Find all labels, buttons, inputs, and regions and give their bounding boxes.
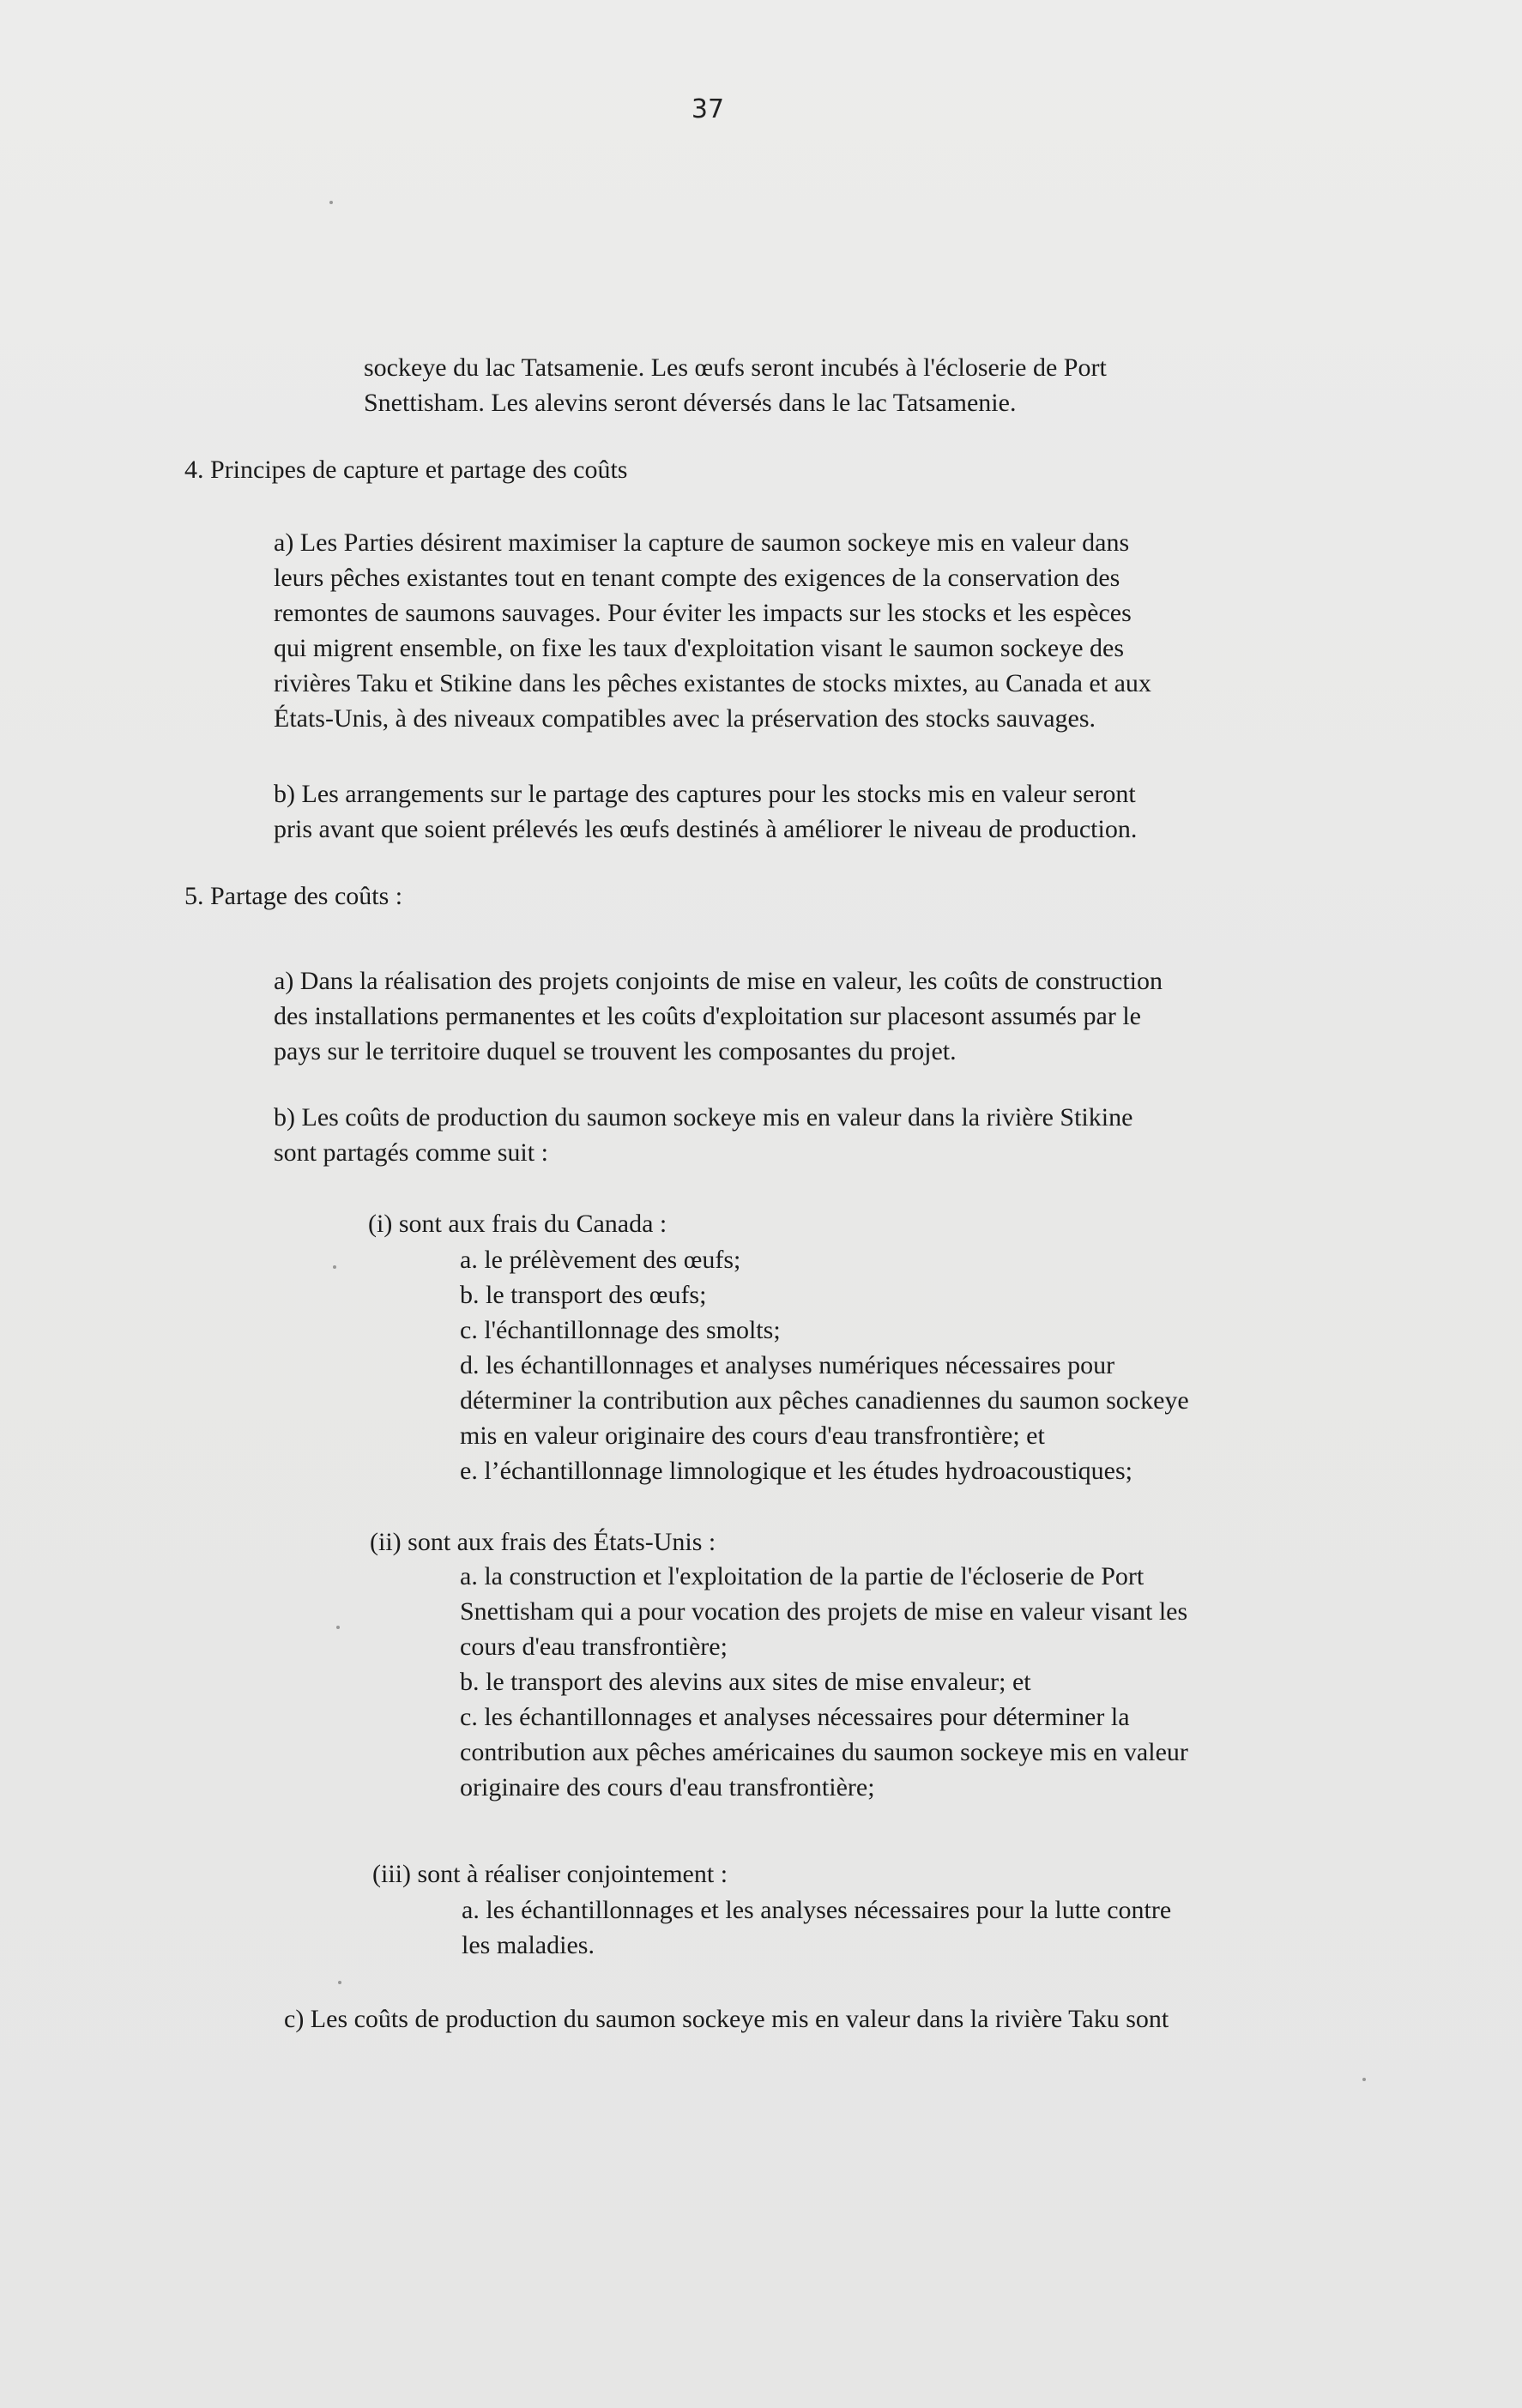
list-item: d. les échantillonnages et analyses numériques nécessaires pour	[460, 1351, 1115, 1379]
list-item: b. le transport des alevins aux sites de mise envaleur; et	[460, 1668, 1031, 1696]
scan-speck	[333, 1265, 336, 1269]
list-item: les maladies.	[462, 1931, 595, 1959]
text-line: sockeye du lac Tatsamenie. Les œufs seront incubés à l'écloserie de Port	[364, 353, 1107, 382]
text-line: c) Les coûts de production du saumon sockeye mis en valeur dans la rivière Taku sont	[284, 2005, 1169, 2033]
text-line: qui migrent ensemble, on fixe les taux d'exploitation visant le saumon sockeye des	[274, 634, 1125, 662]
subsection-heading-text: (ii) sont aux frais des États-Unis :	[370, 1528, 716, 1556]
list-item: cours d'eau transfrontière;	[460, 1632, 728, 1661]
text-line: a) Les Parties désirent maximiser la capture de saumon sockeye mis en valeur dans	[274, 528, 1130, 557]
canada-costs-heading	[368, 1206, 667, 1241]
scan-speck	[329, 201, 333, 204]
section-heading-text: 5. Partage des coûts :	[184, 882, 403, 910]
section-4-paragraph-b	[274, 776, 1137, 847]
section-5-paragraph-c	[284, 2001, 1169, 2037]
list-item: Snettisham qui a pour vocation des projets de mise en valeur visant les	[460, 1597, 1188, 1626]
section-5-paragraph-a	[274, 963, 1163, 1069]
usa-costs-heading	[370, 1524, 716, 1560]
text-line: leurs pêches existantes tout en tenant compte des exigences de la conservation des	[274, 564, 1120, 592]
subsection-heading-text: (iii) sont à réaliser conjointement :	[372, 1860, 728, 1888]
scan-speck	[1362, 2078, 1366, 2081]
section-4-heading	[184, 452, 627, 487]
section-4-paragraph-a	[274, 525, 1151, 736]
text-line: remontes de saumons sauvages. Pour éviter les impacts sur les stocks et les espèces	[274, 599, 1132, 627]
list-item: a. le prélèvement des œufs;	[460, 1246, 741, 1274]
list-item: a. les échantillonnages et les analyses nécessaires pour la lutte contre	[462, 1896, 1172, 1924]
list-item: mis en valeur originaire des cours d'eau transfrontière; et	[460, 1421, 1045, 1450]
list-item: déterminer la contribution aux pêches canadiennes du saumon sockeye	[460, 1386, 1189, 1415]
subsection-heading-text: (i) sont aux frais du Canada :	[368, 1210, 667, 1238]
usa-costs-list	[460, 1559, 1188, 1805]
text-line: b) Les arrangements sur le partage des captures pour les stocks mis en valeur seront	[274, 780, 1136, 808]
scan-speck	[336, 1626, 340, 1629]
text-line: États-Unis, à des niveaux compatibles avec la préservation des stocks sauvages.	[274, 704, 1096, 733]
list-item: c. les échantillonnages et analyses nécessaires pour déterminer la	[460, 1703, 1130, 1731]
canada-costs-list	[460, 1242, 1189, 1488]
list-item: originaire des cours d'eau transfrontière;	[460, 1773, 875, 1801]
text-line: rivières Taku et Stikine dans les pêches existantes de stocks mixtes, au Canada et aux	[274, 669, 1151, 697]
text-line: des installations permanentes et les coûts d'exploitation sur placesont assumés par le	[274, 1002, 1141, 1030]
list-item: a. la construction et l'exploitation de la partie de l'écloserie de Port	[460, 1562, 1145, 1590]
section-5-heading	[184, 878, 402, 914]
text-line: a) Dans la réalisation des projets conjoints de mise en valeur, les coûts de construction	[274, 967, 1163, 995]
joint-costs-list	[462, 1892, 1171, 1963]
list-item: e. l’échantillonnage limnologique et les études hydroacoustiques;	[460, 1457, 1132, 1485]
list-item: b. le transport des œufs;	[460, 1281, 707, 1309]
intro-paragraph	[364, 350, 1107, 420]
text-line: pris avant que soient prélevés les œufs destinés à améliorer le niveau de production.	[274, 815, 1138, 843]
section-5-paragraph-b	[274, 1100, 1132, 1170]
text-line: pays sur le territoire duquel se trouvent les composantes du projet.	[274, 1037, 957, 1065]
list-item: contribution aux pêches américaines du saumon sockeye mis en valeur	[460, 1738, 1188, 1766]
text-line: Snettisham. Les alevins seront déversés dans le lac Tatsamenie.	[364, 389, 1017, 417]
section-heading-text: 4. Principes de capture et partage des coûts	[184, 456, 628, 484]
text-line: sont partagés comme suit :	[274, 1138, 548, 1167]
text-line: b) Les coûts de production du saumon sockeye mis en valeur dans la rivière Stikine	[274, 1103, 1133, 1132]
list-item: c. l'échantillonnage des smolts;	[460, 1316, 781, 1344]
page-number: 37	[691, 94, 725, 124]
joint-costs-heading	[372, 1856, 728, 1892]
scan-speck	[338, 1981, 341, 1984]
